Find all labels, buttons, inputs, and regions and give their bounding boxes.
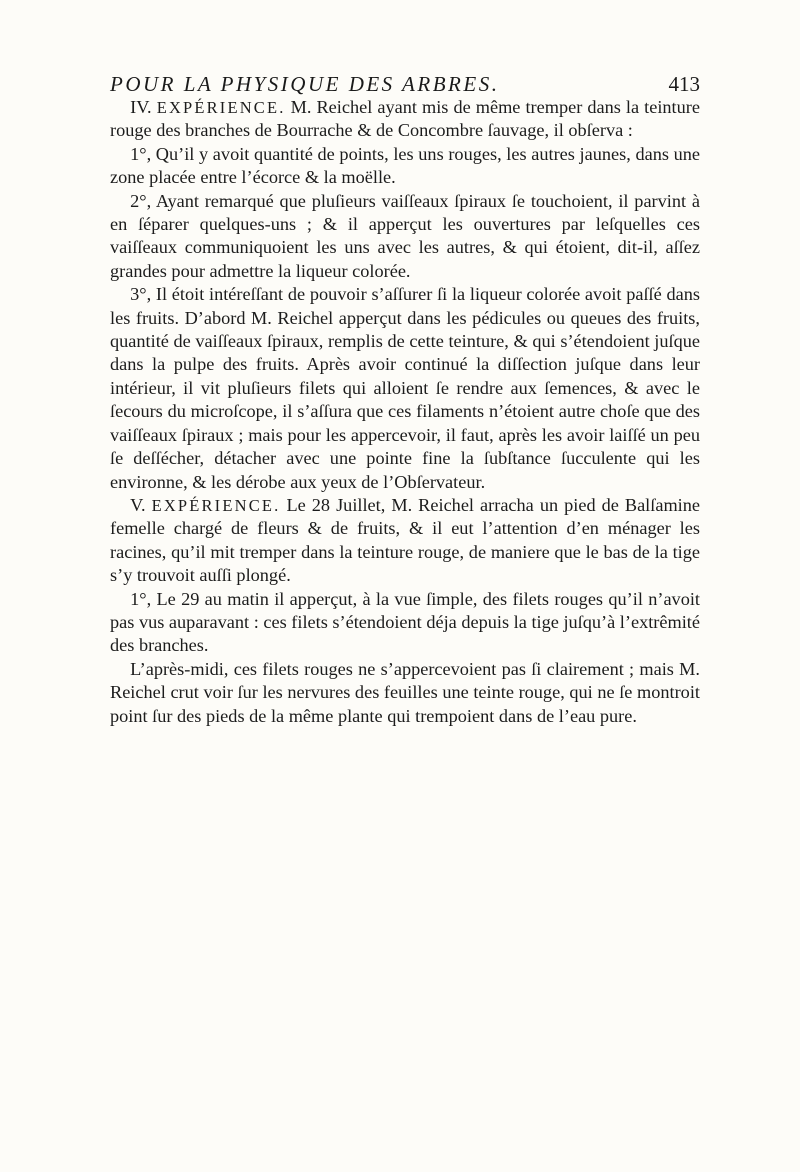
paragraph-text: 1°, Le 29 au matin il apperçut, à la vue ſimple, des filets rouges qu’il n’avoit pas vus auparavant : ces filets s’étendoient déja depuis la tige juſqu’à l’extrêmité des branches. (110, 588, 700, 656)
paragraph-text: L’après-midi, ces filets rouges ne s’appercevoient pas ſi clairement ; mais M. Reichel crut voir ſur les nervures des feuilles une teinte rouge, qui ne ſe montroit point ſur des pieds de la même plante qui trempoient dans de l’eau pure. (110, 658, 700, 726)
paragraph-experience-4 (110, 96, 700, 143)
paragraph-text: M. Reichel ayant mis de même tremper dans la teinture rouge des branches de Bourrache & de Concombre ſauvage, il obſerva : (110, 97, 700, 141)
body-text (110, 96, 700, 728)
paragraph-text: 2°, Ayant remarqué que pluſieurs vaiſſeaux ſpiraux ſe touchoient, il parvint à en ſéparer quelques-uns ; & il apperçut les ouvertures par leſquelles ces vaiſſeaux communiquoient les uns avec les autres, & qui étoient, dit-il, aſſez grandes pour admettre la liqueur colorée. (110, 190, 700, 281)
paragraph-text: 3°, Il étoit intéreſſant de pouvoir s’aſſurer ſi la liqueur colorée avoit paſſé dans les fruits. D’abord M. Reichel apperçut dans les pédicules ou queues des fruits, quantité de vaiſſeaux ſpiraux, remplis de cette teinture, & qui s’étendoient juſque dans la pulpe des fruits. Après avoir continué la diſſection juſque dans leur intérieur, il vit pluſieurs filets qui alloient ſe rendre aux ſemences, & avec le ſecours du microſcope, il s’aſſura que ces filaments n’étoient autre choſe que des vaiſſeaux ſpiraux ; mais pour les appercevoir, il faut, après les avoir laiſſé un peu ſe deſſécher, détacher avec une pointe fine la ſubſtance ſucculente qui les environne, & les dérobe aux yeux de l’Obſervateur. (110, 284, 700, 492)
paragraph-observation-2 (110, 190, 700, 284)
paragraph-observation-afternoon (110, 658, 700, 728)
paragraph-observation-morning (110, 588, 700, 658)
experience-heading: EXPÉRIENCE. (156, 98, 286, 117)
paragraph-text: Le 28 Juillet, M. Reichel arracha un pied de Balſamine femelle chargé de fleurs & de fruits, & il eut l’attention d’en ménager les racines, qu’il mit tremper dans la teinture rouge, de maniere que le bas de la tige s’y trouvoit auſſi plongé. (110, 494, 701, 586)
paragraph-text: 1°, Qu’il y avoit quantité de points, les uns rouges, les autres jaunes, dans une zone placée entre l’écorce & la moëlle. (110, 143, 700, 188)
experience-number: V. (130, 494, 146, 515)
running-head: POUR LA PHYSIQUE DES ARBRES. (110, 72, 500, 96)
experience-heading: EXPÉRIENCE. (151, 495, 281, 515)
paragraph-experience-5 (110, 494, 700, 588)
paragraph-observation-3 (110, 283, 700, 494)
experience-number: IV. (130, 97, 152, 117)
paragraph-observation-1 (110, 143, 700, 190)
page-number: 413 (668, 72, 700, 96)
